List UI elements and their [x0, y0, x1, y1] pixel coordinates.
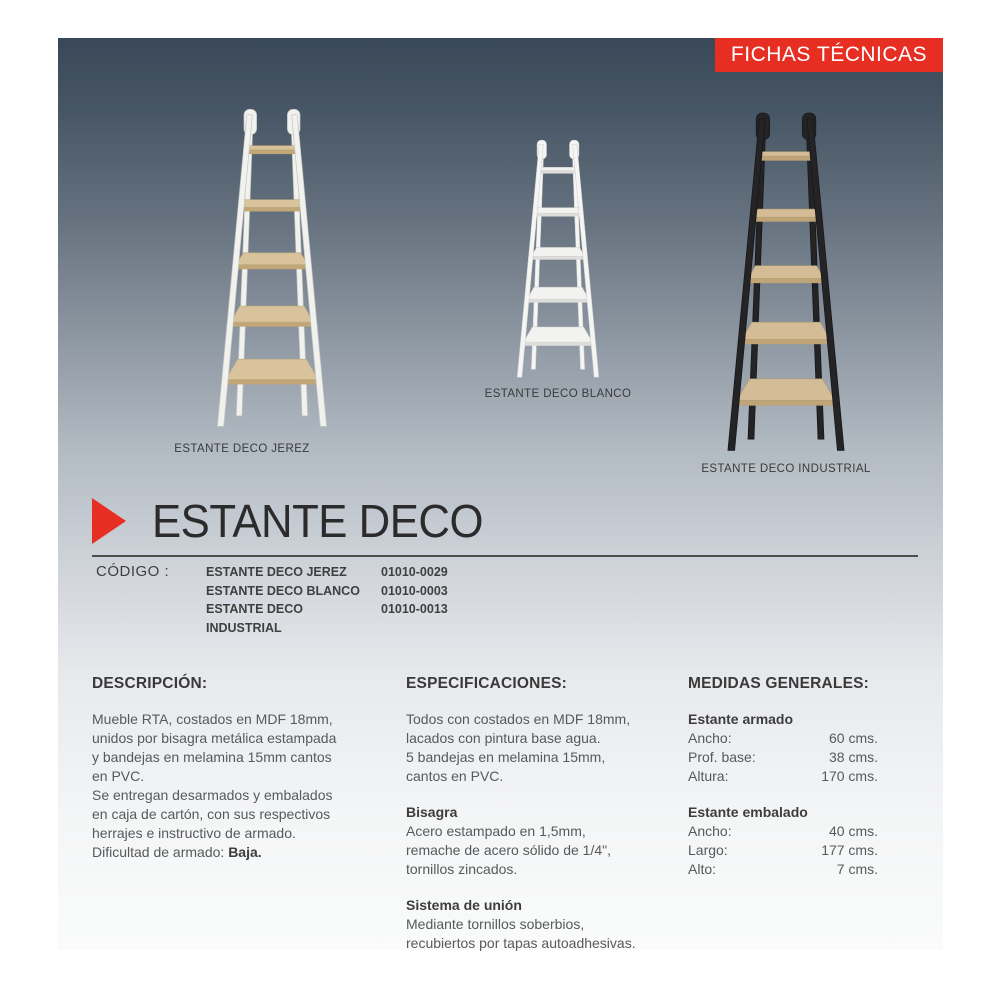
fichas-tecnicas-banner — [715, 38, 943, 72]
codigo-product-code: 01010-0029 — [381, 565, 448, 579]
codigo-row — [206, 563, 471, 582]
spec-section-sistema-de-union — [406, 896, 696, 953]
product-image-jerez — [188, 100, 356, 442]
descripcion-heading: DESCRIPCIÓN: — [92, 675, 208, 692]
especificaciones-heading: ESPECIFICACIONES: — [406, 675, 568, 692]
especificaciones-line: 5 bandejas en melamina 15mm, — [406, 749, 606, 765]
codigo-row — [206, 582, 471, 601]
especificaciones-line: Todos con costados en MDF 18mm, — [406, 711, 631, 727]
medida-value: 7 cms. — [836, 861, 878, 877]
descripcion-difficulty: Dificultad de armado: Baja. — [92, 844, 262, 860]
medida-label: Ancho: — [688, 823, 732, 839]
codigo-product-code: 01010-0013 — [381, 602, 448, 616]
descripcion-line: en caja de cartón, con sus respectivos — [92, 806, 331, 822]
descripcion-line: en PVC. — [92, 768, 145, 784]
product-label-blanco: ESTANTE DECO BLANCO — [484, 388, 632, 400]
ladder-shelf-blanco-image — [495, 138, 621, 384]
codigo-label: CÓDIGO : — [96, 563, 170, 580]
descripcion-line: herrajes e instructivo de armado. — [92, 825, 296, 841]
medidas-row — [688, 767, 878, 786]
medida-label: Altura: — [688, 768, 729, 784]
page-title: ESTANTE DECO — [152, 495, 484, 547]
codigo-product-code: 01010-0003 — [381, 583, 448, 598]
medidas-row — [688, 822, 878, 841]
product-label-industrial: ESTANTE DECO INDUSTRIAL — [701, 463, 871, 475]
medidas-group-armado — [688, 710, 878, 786]
especificaciones-line: recubiertos por tapas autoadhesivas. — [406, 935, 636, 951]
product-image-industrial — [696, 110, 876, 460]
spec-section-title: Sistema de unión — [406, 897, 522, 913]
medidas-row — [688, 748, 878, 767]
banner-label: FICHAS TÉCNICAS — [730, 43, 928, 66]
descripcion-column — [92, 674, 392, 862]
codigo-row — [206, 600, 471, 637]
medida-label: Alto: — [688, 861, 717, 877]
especificaciones-line: Acero estampado en 1,5mm, — [406, 823, 586, 839]
descripcion-line: Se entregan desarmados y embalados — [92, 787, 333, 803]
codigo-product-name: ESTANTE DECO BLANCO — [206, 583, 360, 598]
medidas-column — [688, 674, 878, 879]
product-image-blanco — [495, 138, 621, 384]
descripcion-line: unidos por bisagra metálica estampada — [92, 730, 337, 746]
medidas-group-embalado — [688, 803, 878, 879]
spec-section-title: Bisagra — [406, 804, 458, 820]
title-block — [92, 494, 918, 557]
especificaciones-line: remache de acero sólido de 1/4", — [406, 842, 611, 858]
title-divider — [92, 555, 918, 557]
spec-sheet — [58, 38, 943, 950]
medidas-group-title: Estante armado — [688, 711, 794, 727]
especificaciones-line: cantos en PVC. — [406, 768, 504, 784]
codigo-section — [96, 563, 471, 637]
descripcion-line: y bandejas en melamina 15mm cantos — [92, 749, 332, 765]
medida-label: Largo: — [688, 842, 728, 858]
medida-value: 170 cms. — [821, 768, 878, 784]
medida-label: Ancho: — [688, 730, 732, 746]
medidas-group-title: Estante embalado — [688, 804, 808, 820]
medidas-row — [688, 729, 878, 748]
medidas-heading: MEDIDAS GENERALES: — [688, 675, 870, 692]
codigo-product-name: ESTANTE DECO JEREZ — [206, 565, 347, 579]
ladder-shelf-jerez-image — [188, 100, 356, 442]
codigo-product-name: ESTANTE DECO INDUSTRIAL — [206, 602, 303, 635]
spec-section-bisagra — [406, 803, 696, 879]
medida-value: 40 cms. — [828, 823, 878, 839]
descripcion-line: Mueble RTA, costados en MDF 18mm, — [92, 711, 333, 727]
ladder-shelf-industrial-image — [696, 110, 876, 460]
medida-value: 60 cms. — [828, 730, 878, 746]
difficulty-value: Baja. — [228, 844, 262, 860]
medida-label: Prof. base: — [688, 749, 756, 765]
especificaciones-line: lacados con pintura base agua. — [406, 730, 601, 746]
especificaciones-line: tornillos zincados. — [406, 861, 518, 877]
especificaciones-line: Mediante tornillos soberbios, — [406, 916, 585, 932]
medida-value: 177 cms. — [821, 842, 878, 858]
red-arrow-icon — [92, 498, 126, 544]
product-label-jerez: ESTANTE DECO JEREZ — [174, 443, 310, 455]
medida-value: 38 cms. — [828, 749, 878, 765]
medidas-row — [688, 860, 878, 879]
especificaciones-column — [406, 674, 696, 953]
medidas-row — [688, 841, 878, 860]
